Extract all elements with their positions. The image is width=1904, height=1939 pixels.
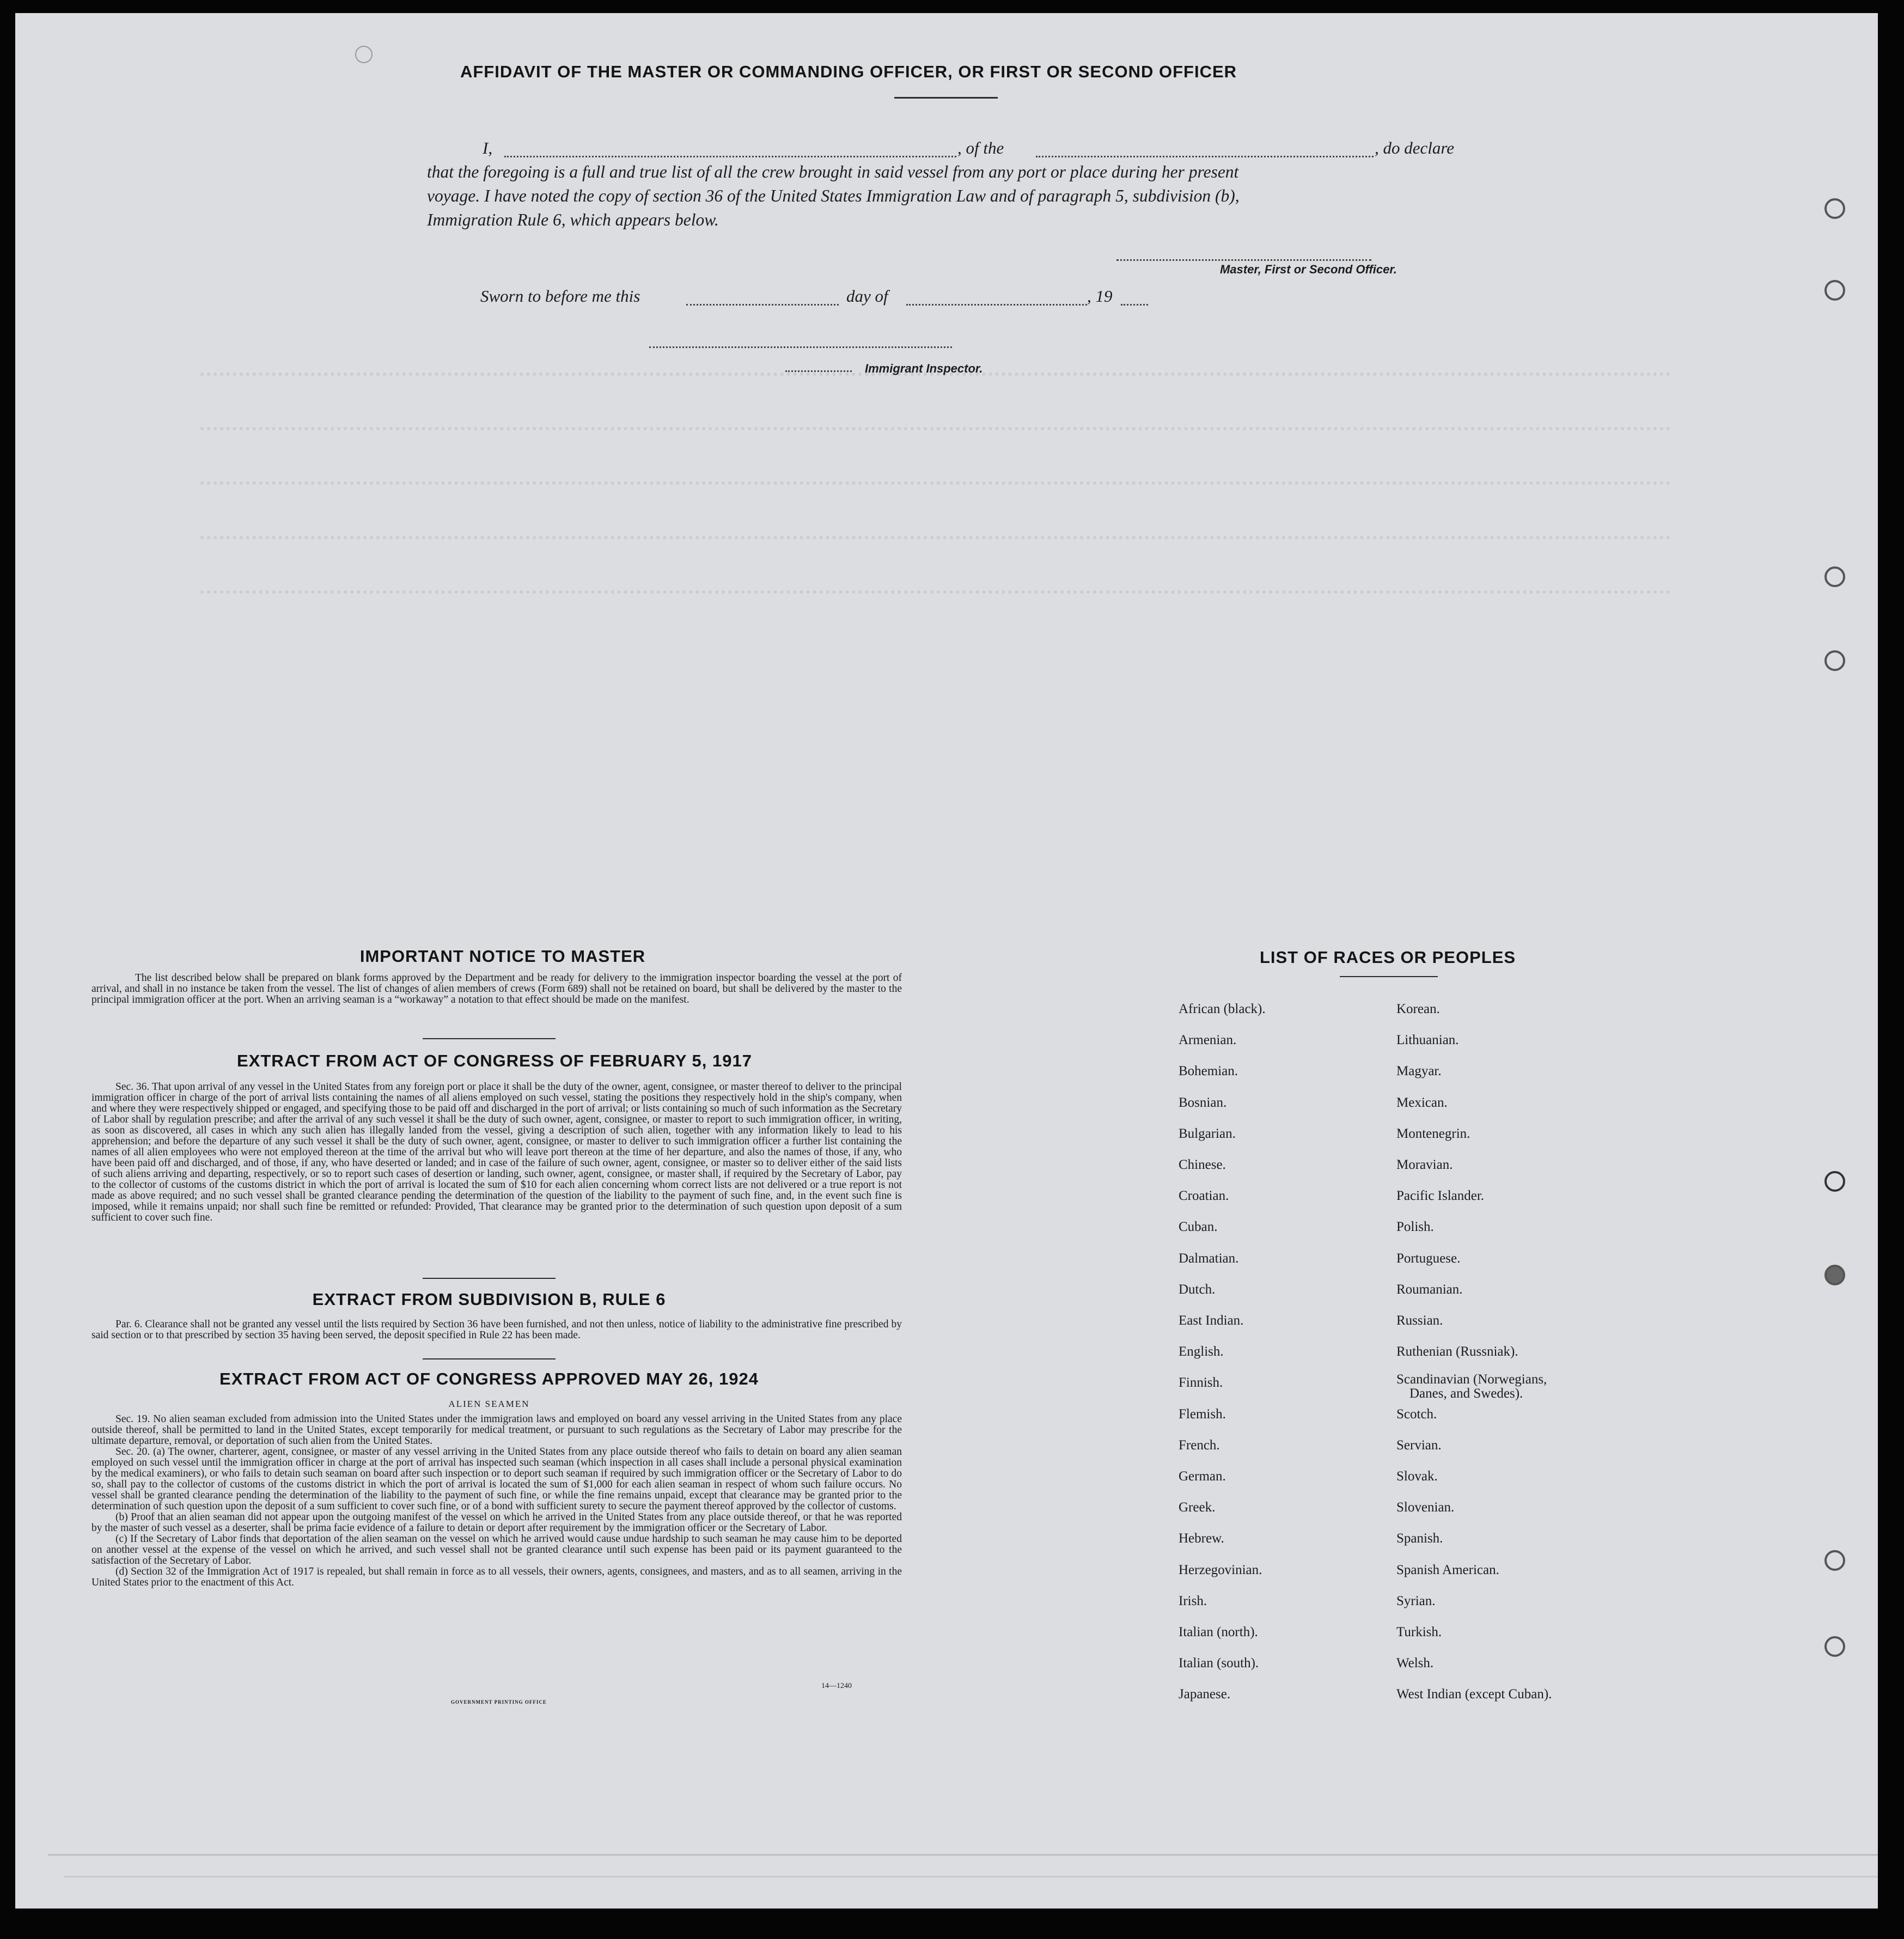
affidavit-line-2: that the foregoing is a full and true list of all the crew brought in said vessel from any port or place during her present (427, 162, 1239, 181)
affidavit-line-4: Immigration Rule 6, which appears below. (427, 210, 719, 229)
race-item: Bosnian. (1179, 1095, 1227, 1110)
sworn-day-blank[interactable] (686, 293, 839, 306)
race-item: Hebrew. (1179, 1531, 1224, 1546)
section-20c-text: (c) If the Secretary of Labor finds that deportation of the alien seaman on the vessel on which he arrived would cause undue hardship to such seaman he may cause him to be deported on another vessel at the expense of the vessel on which he arrived, and such vessel shall not be granted clearance until such expense has been paid or its payment guaranteed to the satisfaction of the Secretary of Labor. (91, 1533, 902, 1566)
race-item: French. (1179, 1437, 1220, 1453)
rule-6-text: Par. 6. Clearance shall not be granted any vessel until the lists required by Section 36 have been furnished, and not then unless, notice of liability to the administrative fine prescribed by said section or to that prescribed by section 35 having been served, the deposit specified in Rule 22 has been made. (91, 1319, 902, 1341)
race-item: African (black). (1179, 1002, 1266, 1016)
race-item: Scandinavian (Norwegians, (1396, 1372, 1547, 1387)
year-text: , 19 (1087, 286, 1113, 306)
race-item: German. (1179, 1469, 1226, 1484)
affidavit-line-3: voyage. I have noted the copy of section 36 of the United States Immigration Law and of paragraph 5, subdivision (b), (427, 186, 1240, 205)
master-signature-blank[interactable] (1116, 253, 1371, 261)
race-item: Flemish. (1179, 1406, 1226, 1422)
race-item: Magyar. (1396, 1064, 1442, 1079)
race-item: Spanish American. (1396, 1562, 1499, 1577)
race-item: Slovak. (1396, 1469, 1438, 1484)
affidavit-of-the: , of the (957, 138, 1004, 157)
page-edge (48, 1854, 1878, 1856)
race-item: Portuguese. (1396, 1251, 1461, 1266)
section-20a-text: Sec. 20. (a) The owner, charterer, agent, consignee, or master of any vessel arriving in the United States from any place outside thereof who fails to detain on board any alien seaman employed on such vessel until the immigration officer in charge at the port of arrival has inspected such seaman (which inspection in all cases shall include a personal physical examination by the medical examiners), or who fails to detain such seaman on board after such inspection or to deport such seaman if required by such immigration officer or the Secretary of Labor to do so, shall pay to the collector of customs of the customs district in which the port of arrival is located the sum of $1,000 for each alien seaman in respect of whom such failure occurs. No vessel shall be granted clearance pending the determination of the liability to the payment of such fine, or while the fine remains unpaid, except that clearance may be granted prior to the determination of such question upon the deposit of a sum sufficient to cover such fine, or of a bond with sufficient surety to secure the payment thereof approved by the collector of customs. (91, 1446, 902, 1512)
divider (423, 1038, 556, 1039)
race-item: Dalmatian. (1179, 1251, 1239, 1266)
extract-1924-title: EXTRACT FROM ACT OF CONGRESS APPROVED MAY 26, 1924 (219, 1369, 759, 1388)
race-item: Turkish. (1396, 1625, 1442, 1639)
printer-imprint: GOVERNMENT PRINTING OFFICE (451, 1699, 547, 1705)
race-item: Polish. (1396, 1220, 1434, 1235)
master-signature-label: Master, First or Second Officer. (1220, 263, 1397, 276)
rule-6-body (91, 1319, 902, 1341)
punch-hole-mark (355, 46, 373, 63)
race-item: Greek. (1179, 1500, 1216, 1515)
day-of-text: day of (846, 286, 888, 306)
document-page (15, 13, 1878, 1908)
section-20d-text: (d) Section 32 of the Immigration Act of 1917 is repealed, but shall remain in force as to all vessels, their owners, agents, consignees, and masters, and as to all seamen, arriving in the United States prior to the enactment of this Act. (91, 1566, 902, 1588)
race-item: Finnish. (1179, 1375, 1223, 1391)
binder-ring (1824, 1636, 1845, 1657)
form-number: 14—1240 (821, 1682, 852, 1690)
race-item: Croatian. (1179, 1188, 1229, 1204)
rule-6-title: EXTRACT FROM SUBDIVISION B, RULE 6 (312, 1290, 666, 1309)
race-item: Italian (north). (1179, 1625, 1258, 1639)
binder-ring (1824, 1265, 1845, 1285)
race-item: English. (1179, 1344, 1224, 1359)
race-item: Pacific Islander. (1396, 1188, 1485, 1204)
race-item: Syrian. (1396, 1593, 1436, 1608)
vessel-blank[interactable] (1036, 144, 1374, 157)
inspector-label: Immigrant Inspector. (865, 362, 983, 375)
race-item: Korean. (1396, 1002, 1440, 1016)
race-item: Cuban. (1179, 1220, 1218, 1235)
race-item: Spanish. (1396, 1531, 1443, 1546)
divider (894, 97, 998, 99)
race-item: Italian (south). (1179, 1656, 1259, 1671)
year-blank[interactable] (1121, 293, 1148, 306)
race-item: Welsh. (1396, 1656, 1434, 1671)
section-36-text: Sec. 36. That upon arrival of any vessel in the United States from any foreign port or place it shall be the duty of the owner, agent, consignee, or master thereof to deliver to the principal immigration officer in charge of the port of arrival lists containing the names of all aliens employed on such vessel, stating the positions they respectively hold in the ship's company, when and where they were respectively shipped or engaged, and specifying those to be paid off and discharged in the port of arrival; or lists containing so much of such information as the Secretary of Labor shall by regulation prescribe; and after the arrival of any such vessel it shall be the duty of such owner, agent, consignee, or master to report to such immigration officer, in writing, as soon as discovered, all cases in which any such alien has illegally landed from the vessel, giving a description of such alien, together with any information likely to lead to his apprehension; and before the departure of any such vessel it shall be the duty of such owner, agent, consignee, or master to deliver to such immigration officer a further list containing the names of all alien employees who were not employed thereon at the time of the arrival but who will leave port thereon at the time of her departure, and also the names of those, if any, who have been paid off and discharged, and of those, if any, who have deserted or landed; and in case of the failure of such owner, agent, consignee, or master so to deliver either of the said lists of such aliens arriving and departing, respectively, or so to report such cases of desertion or landing, such owner, agent, consignee, or master shall, if required by the Secretary of Labor, pay to the collector of customs of the customs district in which the port of arrival is located the sum of $10 for each alien concerning whom correct lists are not delivered or a true report is not made as above required; and no such vessel shall be granted clearance pending the determination of the question of the liability to the payment of such fine, and, in the event such fine is imposed, while it remains unpaid; nor shall such fine be remitted or refunded: Provided, That clearance may be granted prior to the determination of such question upon deposit of a sum sufficient to cover such fine. (91, 1081, 902, 1223)
race-item: Chinese. (1179, 1157, 1226, 1172)
binder-ring (1824, 1550, 1845, 1571)
name-blank[interactable] (504, 144, 956, 157)
binder-ring (1824, 566, 1845, 587)
divider (423, 1358, 556, 1359)
race-item: Bohemian. (1179, 1064, 1238, 1079)
race-item: Armenian. (1179, 1033, 1237, 1048)
binder-ring (1824, 198, 1845, 219)
binder-ring (1824, 280, 1845, 301)
race-item: Roumanian. (1396, 1282, 1463, 1297)
notice-body (91, 973, 902, 1005)
race-item: East Indian. (1179, 1313, 1244, 1328)
binder-ring (1824, 650, 1845, 671)
race-item: West Indian (except Cuban). (1396, 1687, 1552, 1702)
race-item: Lithuanian. (1396, 1033, 1459, 1048)
inspector-signature-blank[interactable] (649, 339, 952, 348)
extract-1917-title: EXTRACT FROM ACT OF CONGRESS OF FEBRUARY 5, 1917 (237, 1051, 752, 1070)
binder-ring (1824, 1171, 1845, 1192)
race-item: Russian. (1396, 1313, 1443, 1328)
alien-seamen-subtitle: ALIEN SEAMEN (448, 1399, 530, 1409)
race-item: Servian. (1396, 1437, 1442, 1453)
affidavit-title: AFFIDAVIT OF THE MASTER OR COMMANDING OFFICER, OR FIRST OR SECOND OFFICER (460, 62, 1237, 81)
race-item: Dutch. (1179, 1282, 1216, 1297)
affidavit-i: I, (483, 138, 493, 157)
races-title: LIST OF RACES OR PEOPLES (1259, 948, 1516, 967)
sworn-text: Sworn to before me this (480, 286, 640, 306)
section-20b-text: (b) Proof that an alien seaman did not appear upon the outgoing manifest of the vessel on which he arrived in the United States from any place outside thereof, or that he was reported by the master of such vessel as a deserter, shall be prima facie evidence of a failure to detain or deport after requirement by the immigration officer or the Secretary of Labor. (91, 1511, 902, 1534)
extract-1924-body (91, 1414, 902, 1588)
notice-text: The list described below shall be prepared on blank forms approved by the Department and be ready for delivery to the immigration inspector boarding the vessel at the port of arrival, and shall in no instance be taken from the vessel. The list of changes of alien members of crews (Form 689) shall not be retained on board, but shall be delivered by the master to the principal immigration officer at the port. When an arriving seaman is a “workaway” a notation to that effect should be made on the manifest. (91, 972, 902, 1005)
race-item-cont: Danes, and Swedes). (1409, 1386, 1523, 1401)
race-item: Mexican. (1396, 1095, 1448, 1110)
race-item: Scotch. (1396, 1406, 1437, 1422)
extract-1917-body (91, 1082, 902, 1223)
race-item: Ruthenian (Russniak). (1396, 1344, 1518, 1359)
affidavit-declare: , do declare (1375, 138, 1455, 157)
race-item: Irish. (1179, 1593, 1207, 1608)
inspector-signature-blank-2[interactable] (785, 365, 852, 372)
notice-title: IMPORTANT NOTICE TO MASTER (359, 947, 646, 966)
sworn-month-blank[interactable] (906, 293, 1087, 306)
page-edge (64, 1876, 1878, 1877)
race-item: Herzegovinian. (1179, 1562, 1262, 1577)
race-item: Moravian. (1396, 1157, 1453, 1172)
race-item: Japanese. (1179, 1687, 1231, 1702)
section-19-text: Sec. 19. No alien seaman excluded from admission into the United States under the immigration laws and employed on board any vessel arriving in the United States from any place outside thereof, shall be permitted to land in the United States, except temporarily for medical treatment, or pursuant to such regulations as the Secretary of Labor may prescribe for the ultimate departure, removal, or deportation of such alien from the United States. (91, 1413, 902, 1447)
race-item: Montenegrin. (1396, 1126, 1470, 1141)
divider (1340, 976, 1438, 977)
race-item: Slovenian. (1396, 1500, 1455, 1515)
divider (423, 1278, 556, 1279)
race-item: Bulgarian. (1179, 1126, 1236, 1141)
